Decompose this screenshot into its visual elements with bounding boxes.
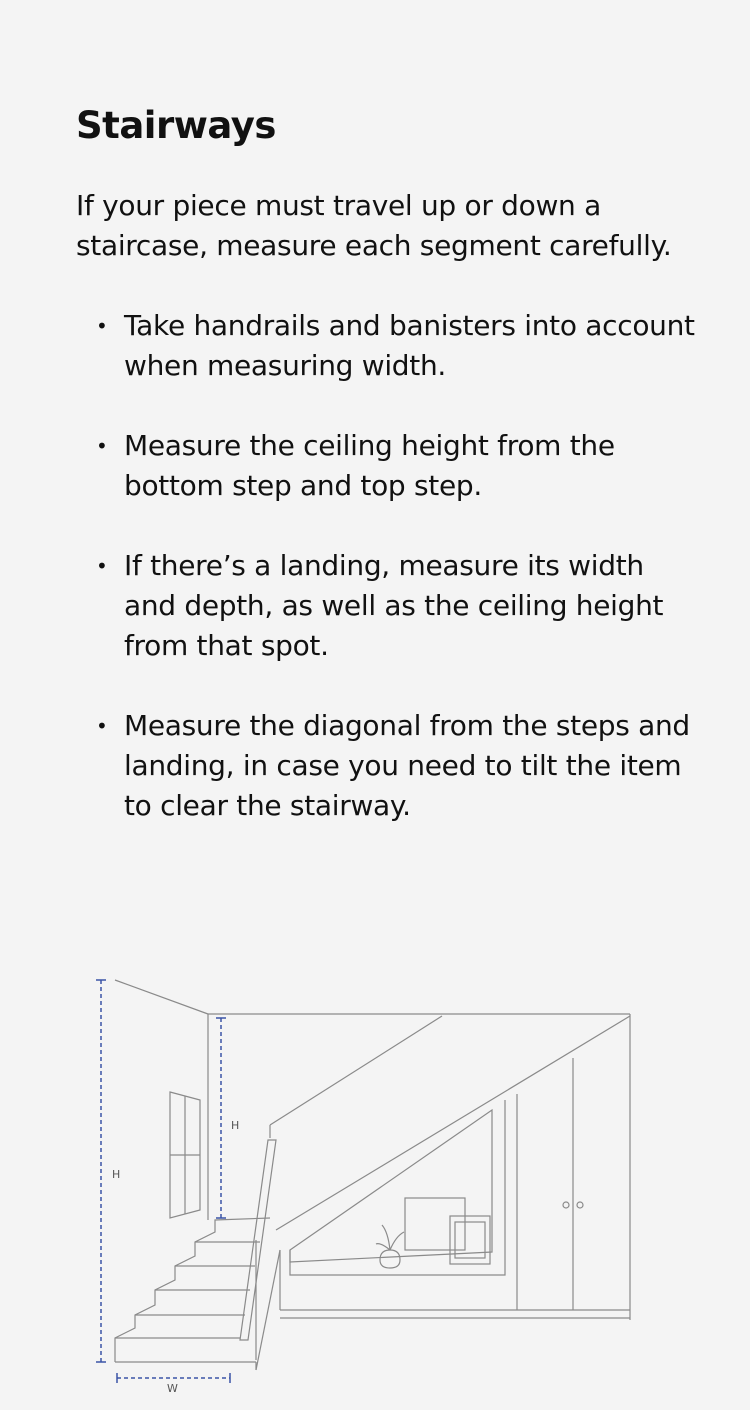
upper-height-label: H (231, 1119, 240, 1132)
bullet-icon: • (96, 554, 108, 578)
tip-text: Measure the ceiling height from the bottom step and top step. (124, 429, 615, 502)
tip-text: Take handrails and banisters into account when measuring width. (124, 309, 695, 382)
stairway-drawing (80, 960, 660, 1400)
cupboard-knob-icon (577, 1202, 583, 1208)
stair-diagonal-1 (270, 1016, 442, 1125)
frame-front-icon (450, 1216, 490, 1264)
banister-icon (240, 1140, 276, 1340)
list-item (76, 546, 696, 666)
understair-niche (290, 1110, 492, 1262)
plant-pot-icon (380, 1250, 400, 1268)
tips-list (76, 306, 696, 866)
height-label: H (112, 1168, 121, 1181)
bullet-icon: • (96, 714, 108, 738)
section-title: Stairways (76, 104, 276, 147)
niche-frame (290, 1100, 505, 1275)
list-item (76, 306, 696, 386)
frame-back-icon (405, 1198, 465, 1250)
bullet-icon: • (96, 314, 108, 338)
tip-text: If there’s a landing, measure its width and depth, as well as the ceiling height from that spot. (124, 549, 664, 662)
stringer-line (256, 1250, 280, 1370)
cupboard-knob-icon (563, 1202, 569, 1208)
width-label: W (167, 1382, 178, 1395)
plant-leaves-icon (376, 1225, 404, 1250)
tip-text: Measure the diagonal from the steps and landing, in case you need to tilt the item to clear the stairway. (124, 709, 690, 822)
bullet-icon: • (96, 434, 108, 458)
list-item (76, 706, 696, 826)
stairway-illustration (80, 960, 660, 1400)
intro-paragraph: If your piece must travel up or down a staircase, measure each segment carefully. (76, 189, 672, 262)
ceiling-edge (115, 980, 208, 1014)
list-item (76, 426, 696, 506)
